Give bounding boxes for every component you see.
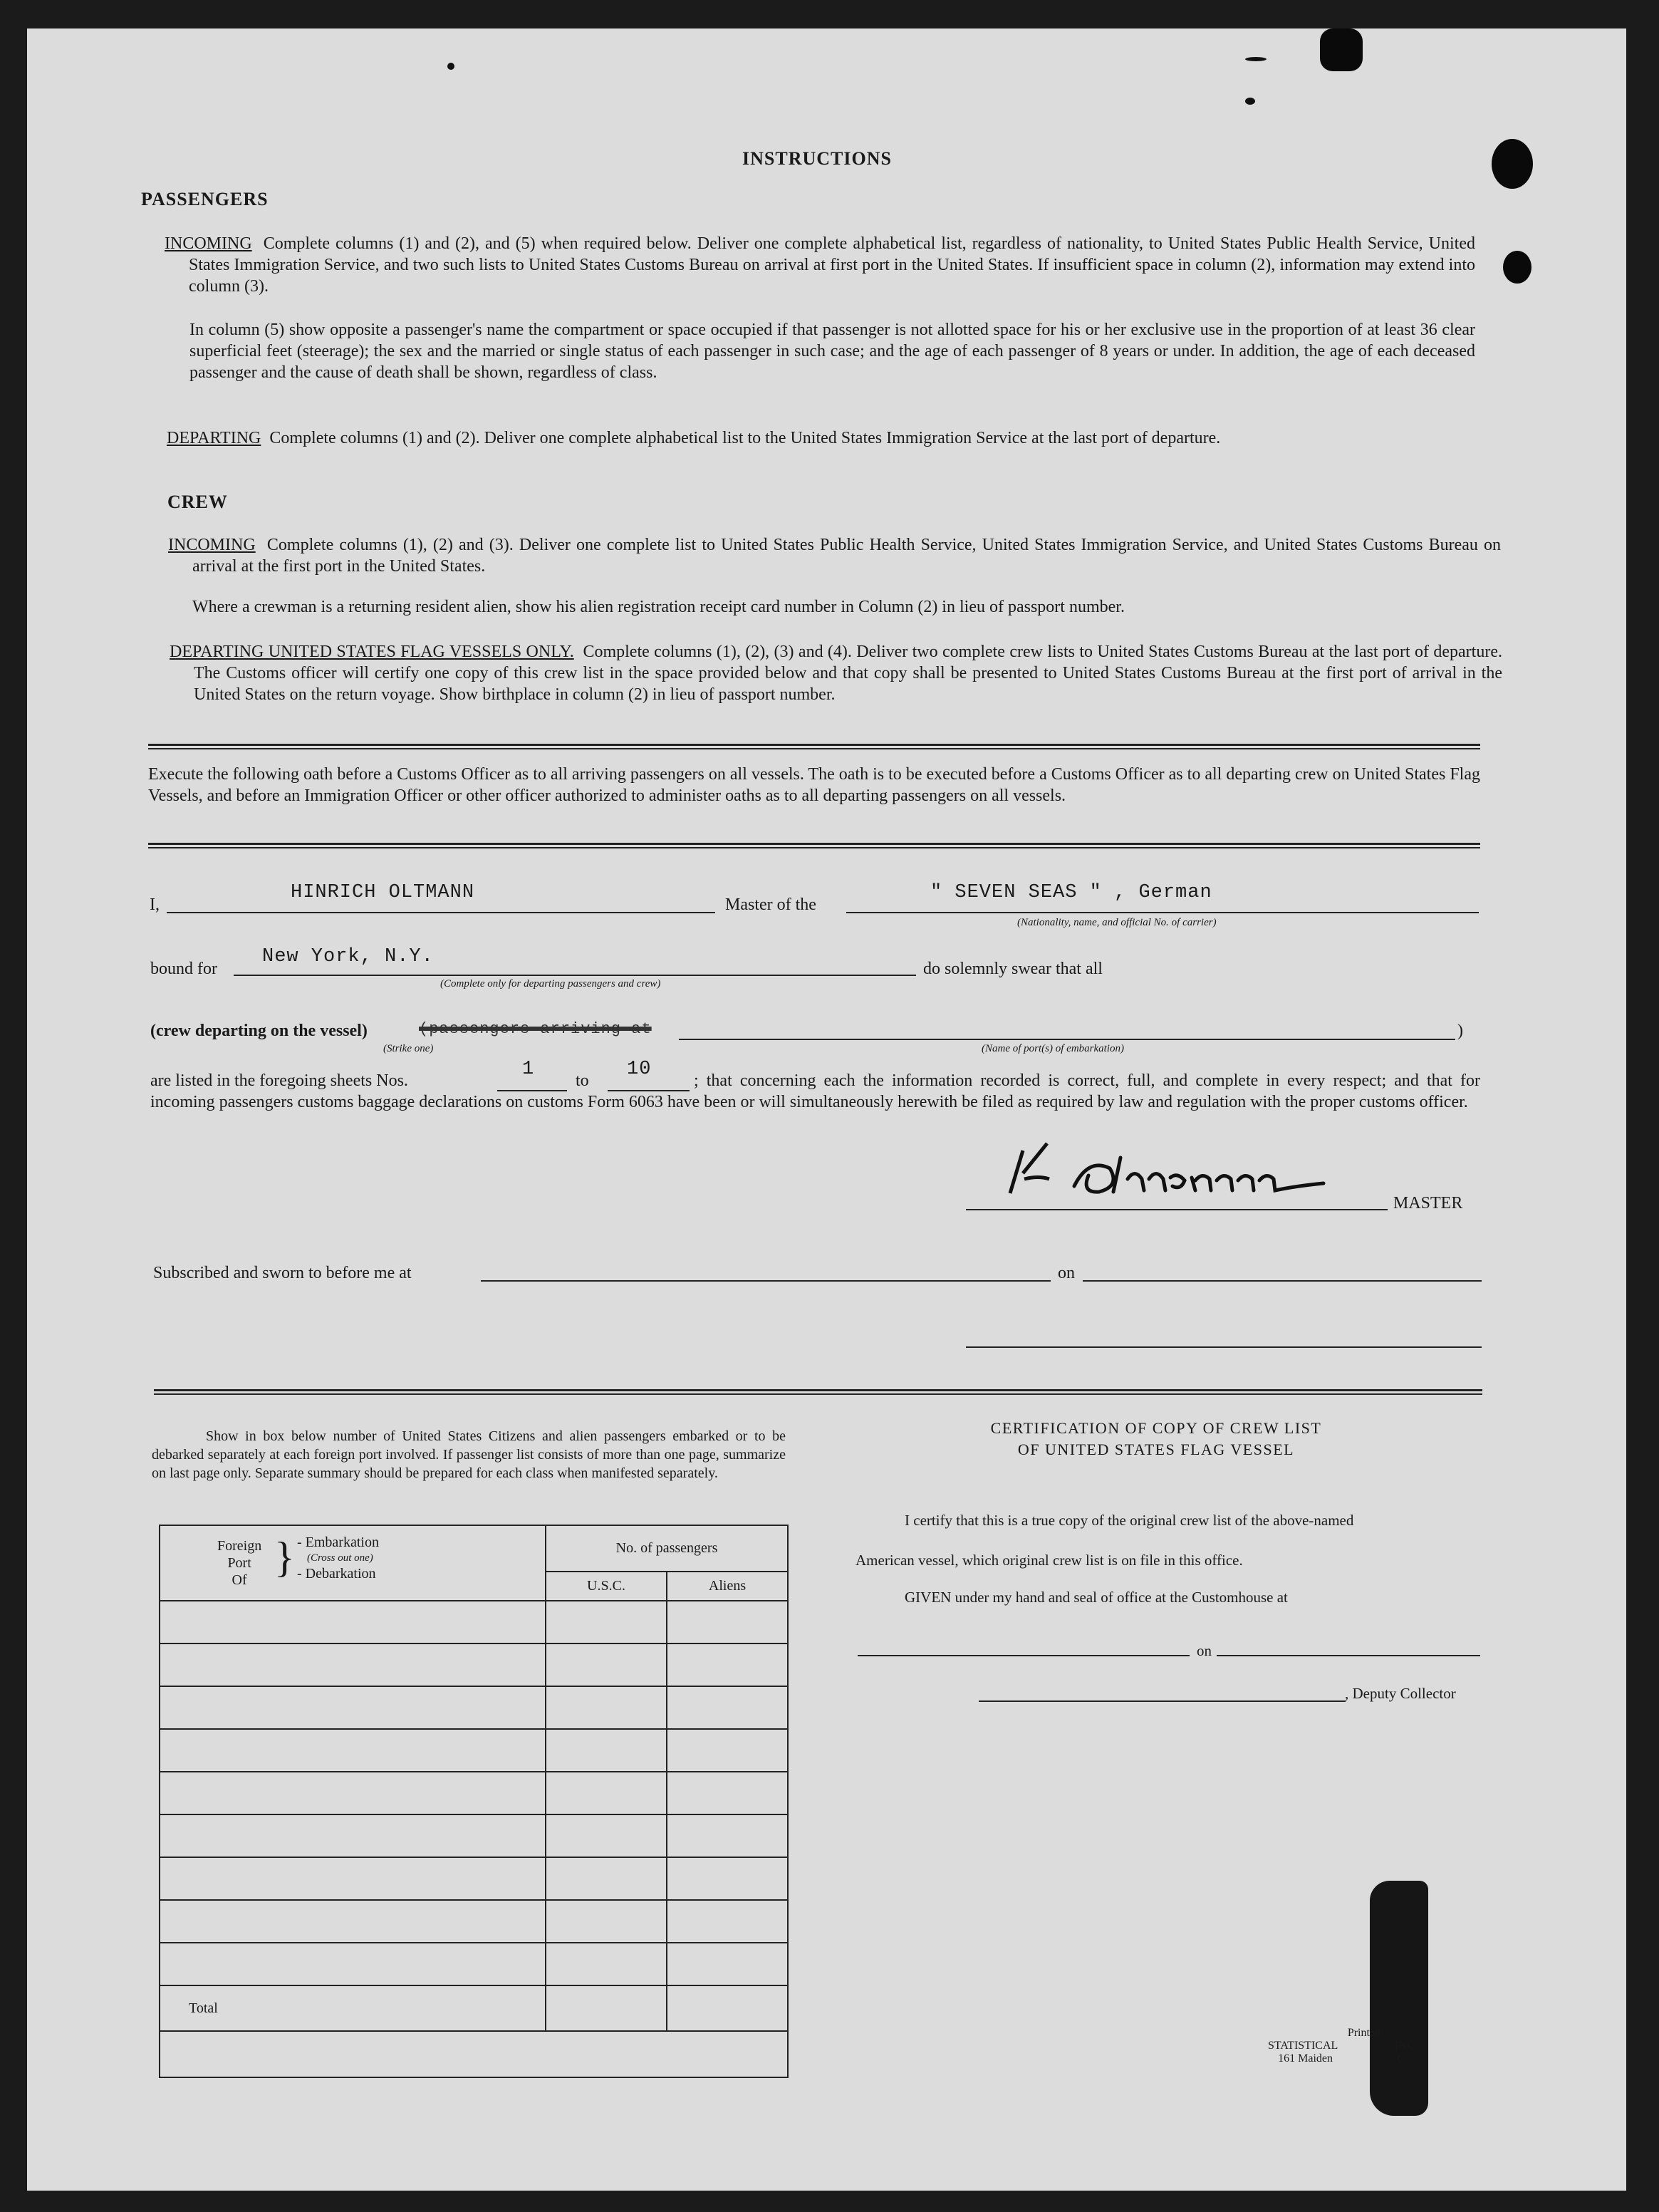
crew-departing-paragraph bbox=[170, 641, 1502, 705]
departing-text: Complete columns (1) and (2). Deliver one complete alphabetical list to the United States Immigration Service at the last port of departure. bbox=[269, 429, 1221, 447]
ports-line bbox=[679, 1039, 1455, 1040]
passenger-summary-table bbox=[159, 1525, 789, 2032]
printer-line-1: Printed bbox=[1347, 2027, 1381, 2039]
sheet-from: 1 bbox=[522, 1059, 535, 1080]
speck bbox=[1245, 98, 1255, 105]
printer-line-3b: C. bbox=[1397, 2052, 1408, 2065]
passengers-incoming-paragraph bbox=[165, 233, 1475, 297]
vessel-line bbox=[846, 912, 1479, 913]
cross-out-label: (Cross out one) bbox=[307, 1552, 373, 1564]
of-label: Of bbox=[232, 1572, 247, 1588]
column5-paragraph: In column (5) show opposite a passenger's name the compartment or space occupied if that passenger is not allotted space for his or her exclusive use in the proportion of at least 36 clear superficial feet (steerage); the sex and the married or single status of each passenger in such case; and the age of each passenger of 8 years or under. In addition, the age of each deceased passenger and the cause of death shall be shown, regardless of class. bbox=[189, 321, 1475, 382]
subscribed-place-line bbox=[481, 1280, 1051, 1282]
incoming-label: INCOMING bbox=[165, 234, 252, 253]
certification-title-1: CERTIFICATION OF COPY OF CREW LIST bbox=[990, 1419, 1322, 1437]
deputy-collector-label: , Deputy Collector bbox=[1345, 1685, 1456, 1702]
passenger-summary-box bbox=[159, 1525, 789, 2078]
vessel-caption: (Nationality, name, and official No. of carrier) bbox=[1017, 917, 1217, 928]
subscribed-label: Subscribed and sworn to before me at bbox=[153, 1264, 412, 1282]
printer-imprint bbox=[1268, 2027, 1418, 2065]
certification-title-2: OF UNITED STATES FLAG VESSEL bbox=[1017, 1440, 1295, 1458]
listed-text-2: ; that concerning each the information recorded is correct, full, and complete in every respect; and that for incoming passengers customs baggage declarations on customs Form 6063 have been or will simultaneously herewith be filed as required by law and regulation with the proper customs officer. bbox=[150, 1071, 1480, 1111]
printer-line-2: STATISTICAL bbox=[1268, 2040, 1338, 2052]
customhouse-line bbox=[858, 1655, 1190, 1656]
close-paren: ) bbox=[1457, 1022, 1463, 1040]
sheet-to: 10 bbox=[627, 1059, 652, 1080]
officer-signature-line bbox=[966, 1346, 1482, 1348]
subscribed-date-line bbox=[1083, 1280, 1482, 1282]
certification-line-1: I certify that this is a true copy of the original crew list of the above-named bbox=[905, 1512, 1354, 1529]
bound-for-value: New York, N.Y. bbox=[262, 946, 434, 967]
crew-incoming-label: INCOMING bbox=[168, 536, 256, 554]
crew-departing-label: DEPARTING UNITED STATES FLAG VESSELS ONLY. bbox=[170, 643, 574, 661]
i-label: I, bbox=[150, 895, 160, 914]
crew-incoming-text: Complete columns (1), (2) and (3). Deliver one complete list to United States Public Health Service, United States Immigration Service, and United States Customs Bureau on arrival at the first port in the United States. bbox=[192, 536, 1501, 576]
table-row bbox=[160, 1686, 788, 1729]
departing-label: DEPARTING bbox=[167, 429, 261, 447]
total-row bbox=[160, 1985, 788, 2031]
table-row bbox=[160, 1601, 788, 1644]
foreign-port-header bbox=[160, 1525, 546, 1601]
passengers-heading: PASSENGERS bbox=[141, 189, 269, 209]
printer-line-2b: INC. bbox=[1395, 2040, 1418, 2052]
strike-caption: (Strike one) bbox=[383, 1043, 434, 1054]
instructions-title: INSTRUCTIONS bbox=[742, 148, 892, 169]
table-row bbox=[160, 1644, 788, 1686]
crew-incoming-paragraph bbox=[168, 534, 1501, 577]
passengers-departing-paragraph bbox=[167, 427, 1499, 449]
table-row bbox=[160, 1814, 788, 1857]
oath-preamble: Execute the following oath before a Customs Officer as to all arriving passengers on all vessels. The oath is to be executed before a Customs Officer as to all departing crew on United States Flag Vessels, and before an Immigration Officer or other officer authorized to administer oaths as to all departing passengers on all vessels. bbox=[148, 765, 1480, 805]
master-label: MASTER bbox=[1393, 1194, 1463, 1213]
document-page bbox=[27, 28, 1626, 2191]
printer-line-3: 161 Maiden bbox=[1278, 2052, 1333, 2065]
crew-departing-text: Complete columns (1), (2), (3) and (4). Deliver two complete crew lists to United States Customs Bureau at the last port of departure. The Customs officer will certify one copy of this crew list in the space provided below and that copy shall be presented to United States Customs Bureau at the first port of arrival in the United States on the return voyage. Show birthplace in column (2) in lieu of passport number. bbox=[194, 643, 1502, 704]
table-row bbox=[160, 1943, 788, 1985]
master-name-line bbox=[167, 912, 715, 913]
table-row bbox=[160, 1729, 788, 1772]
certification-line-2: American vessel, which original crew list is on file in this office. bbox=[855, 1552, 1243, 1569]
embarkation-label: - Embarkation bbox=[297, 1535, 379, 1550]
bound-for-label: bound for bbox=[150, 960, 217, 978]
table-row bbox=[160, 1857, 788, 1900]
crewman-paragraph: Where a crewman is a returning resident alien, show his alien registration receipt card number in Column (2) in lieu of passport number. bbox=[192, 598, 1125, 616]
usc-header: U.S.C. bbox=[546, 1572, 667, 1601]
speck bbox=[447, 63, 454, 70]
summary-instructions: Show in box below number of United States Citizens and alien passengers embarked or to be debarked separately at each foreign port involved. If passenger list consists of more than one page, summarize on last page only. Separate summary should be prepared for each class when manifested separately. bbox=[152, 1428, 786, 1481]
no-passengers-header: No. of passengers bbox=[546, 1525, 788, 1572]
total-label: Total bbox=[160, 1985, 546, 2031]
table-row bbox=[160, 1772, 788, 1814]
certification-date-line bbox=[1217, 1655, 1480, 1656]
table-row bbox=[160, 1900, 788, 1943]
incoming-text: Complete columns (1) and (2), and (5) when required below. Deliver one complete alphabetical list, regardless of nationality, to United States Public Health Service, United States Immigration Service, and two such lists to United States Customs Bureau on arrival at first port in the United States. If insufficient space in column (2), information may extend into column (3). bbox=[189, 234, 1476, 296]
master-of-label: Master of the bbox=[725, 895, 816, 914]
edge-damage bbox=[1320, 28, 1363, 71]
subscribed-on-label: on bbox=[1058, 1264, 1075, 1282]
certification-line-3: GIVEN under my hand and seal of office at the Customhouse at bbox=[905, 1589, 1288, 1606]
bound-for-line bbox=[234, 975, 916, 976]
brace-icon: } bbox=[274, 1534, 295, 1581]
master-name: HINRICH OLTMANN bbox=[291, 882, 475, 903]
struck-passengers-option: (passengers arriving at bbox=[419, 1020, 652, 1038]
to-label: to bbox=[576, 1071, 589, 1090]
foreign-label: Foreign bbox=[217, 1538, 262, 1554]
speck bbox=[1245, 57, 1267, 61]
listed-text-1: are listed in the foregoing sheets Nos. bbox=[150, 1071, 408, 1090]
ports-caption: (Name of port(s) of embarkation) bbox=[982, 1043, 1124, 1054]
crew-heading: CREW bbox=[167, 492, 228, 512]
deputy-collector-line bbox=[979, 1700, 1346, 1702]
signature-line bbox=[966, 1209, 1388, 1210]
crew-departing-option: (crew departing on the vessel) bbox=[150, 1022, 368, 1040]
swear-text: do solemnly swear that all bbox=[923, 960, 1103, 978]
certification-on-label: on bbox=[1197, 1642, 1212, 1659]
divider bbox=[154, 1389, 1482, 1395]
aliens-header: Aliens bbox=[667, 1572, 788, 1601]
port-label: Port bbox=[227, 1555, 251, 1571]
bound-for-caption: (Complete only for departing passengers and crew) bbox=[440, 978, 661, 990]
divider bbox=[148, 744, 1480, 749]
punch-hole bbox=[1503, 251, 1531, 284]
divider bbox=[148, 843, 1480, 848]
tape-damage bbox=[1370, 1881, 1428, 2116]
vessel-name: " SEVEN SEAS " , German bbox=[930, 882, 1212, 903]
debarkation-label: - Debarkation bbox=[297, 1566, 376, 1582]
